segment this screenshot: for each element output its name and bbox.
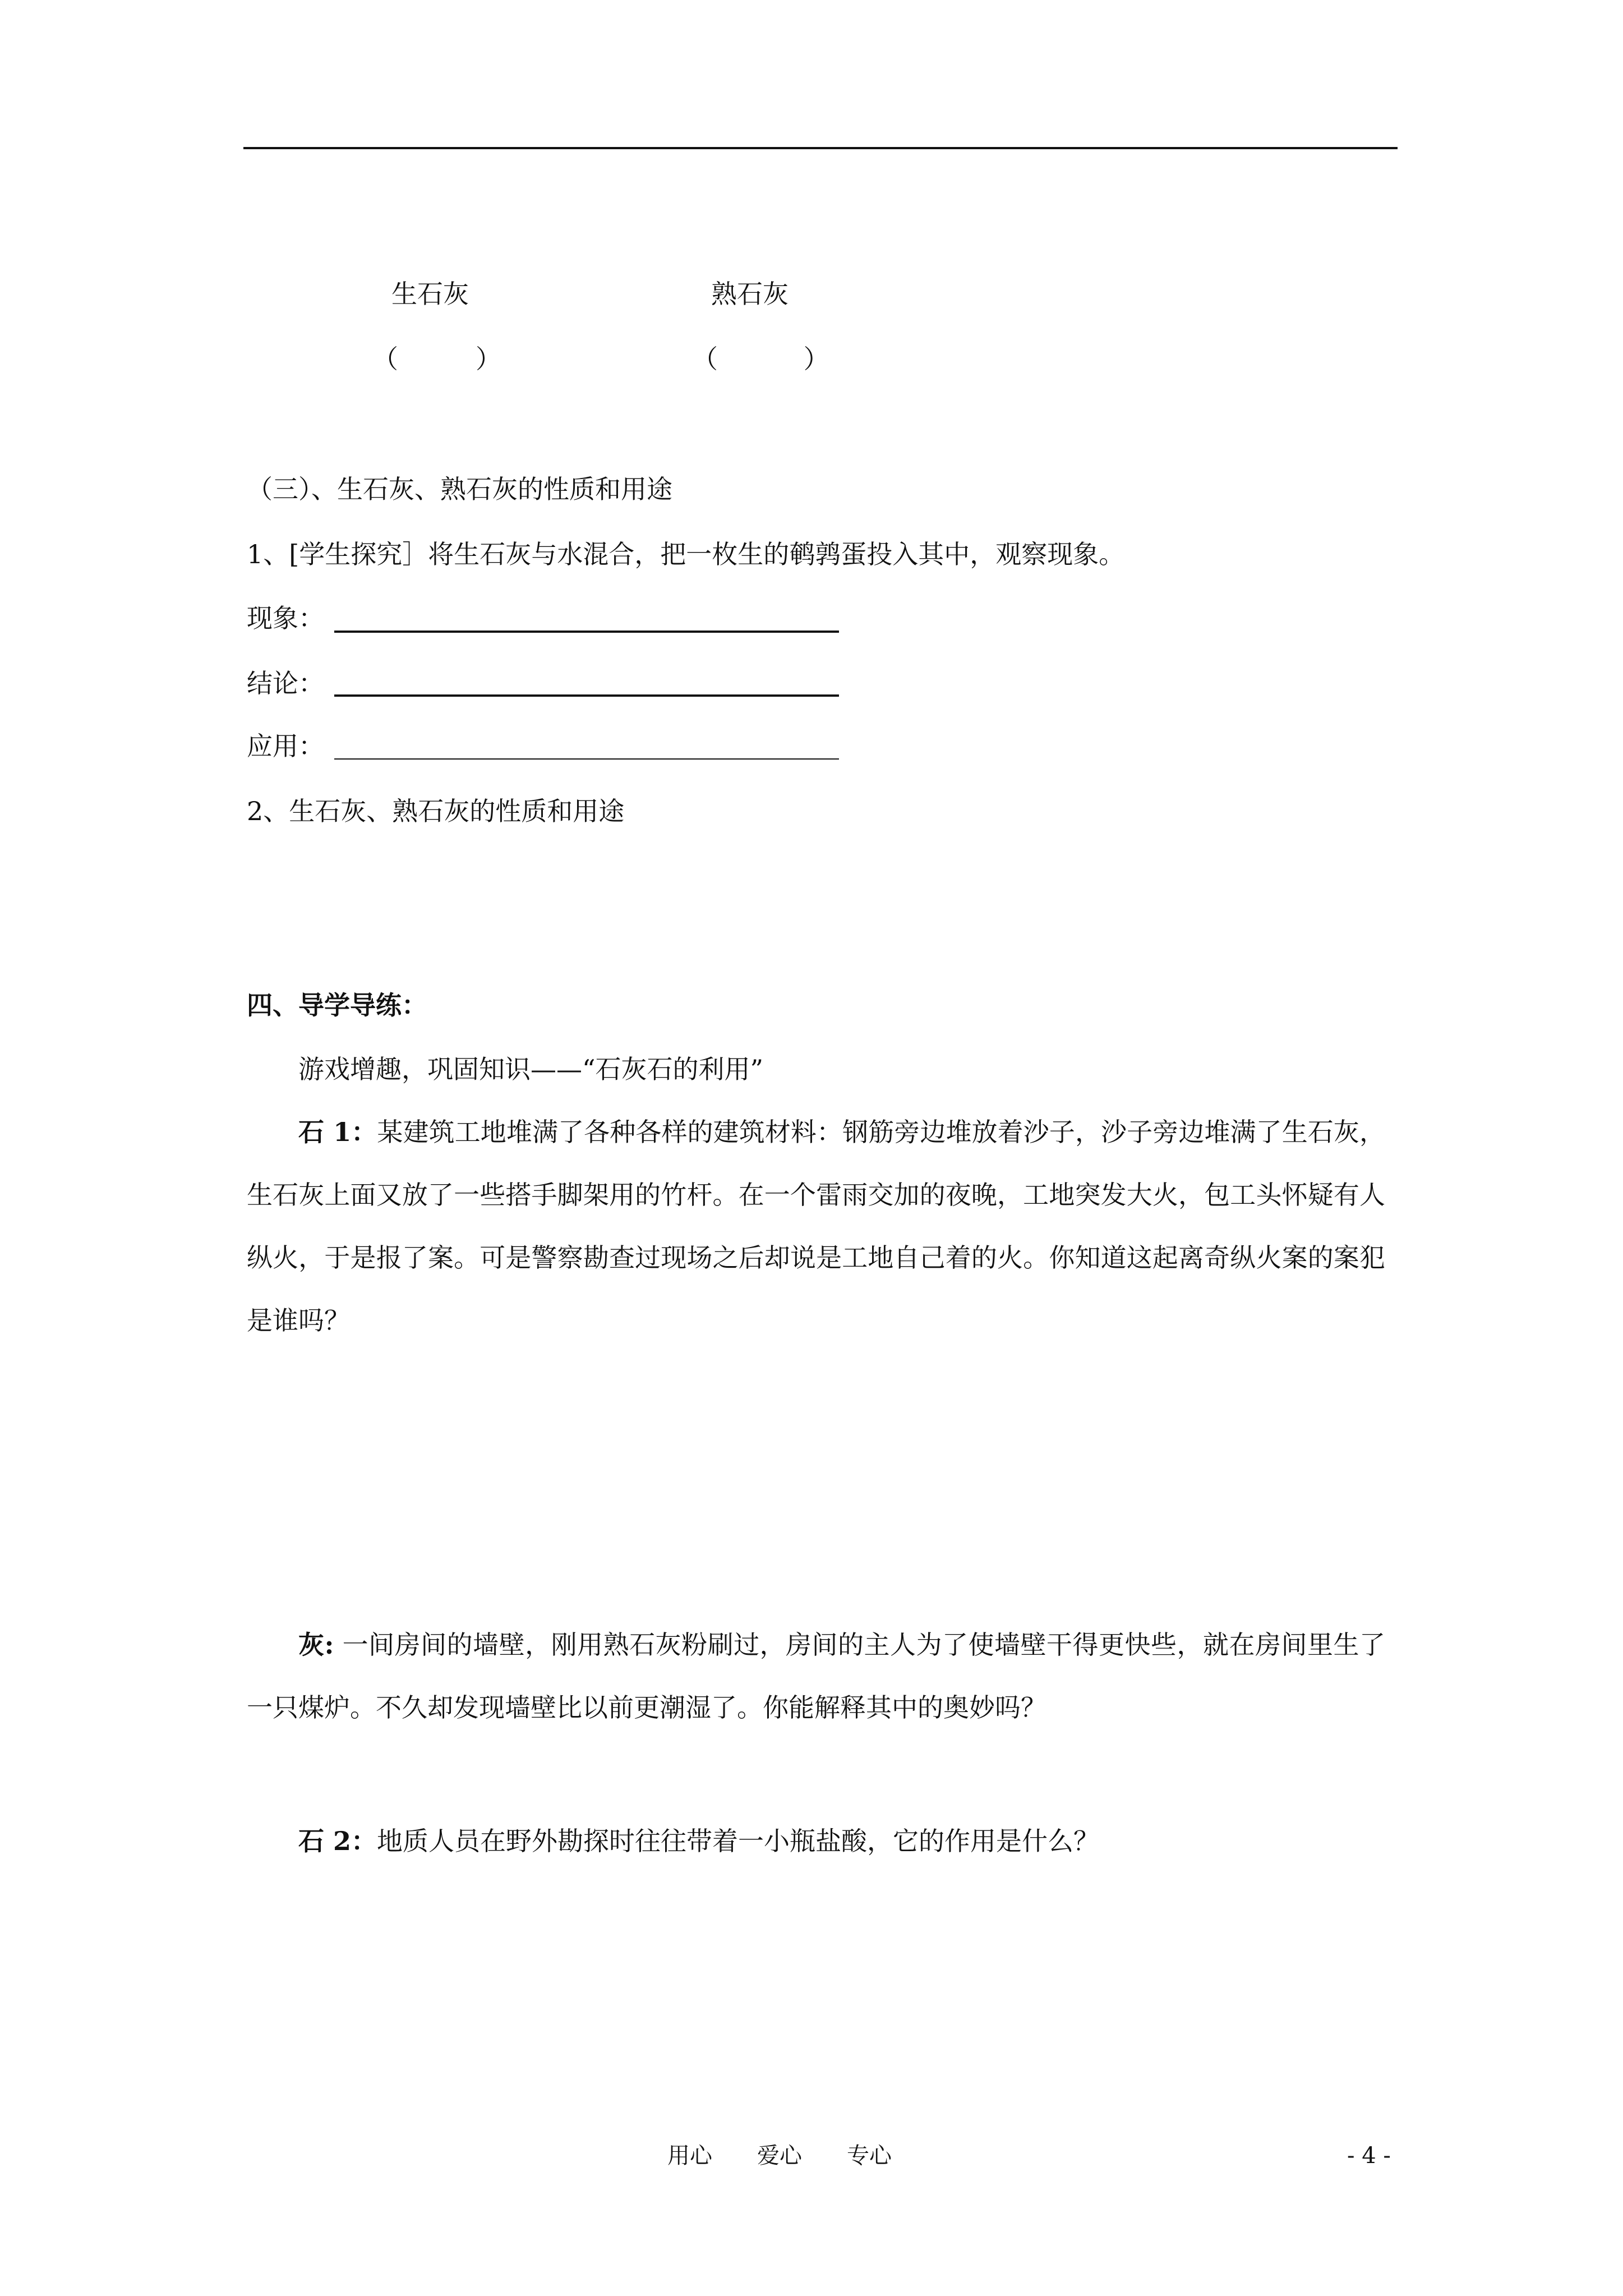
section3-item2: 2、生石灰、熟石灰的性质和用途 <box>247 796 625 826</box>
header-rule <box>243 147 1398 149</box>
slaked-lime-blank: （ ） <box>692 344 829 374</box>
question-ash <box>247 1613 1385 1739</box>
quicklime-blank: （ ） <box>372 344 501 374</box>
application-label: 应用： <box>247 731 324 761</box>
section4-intro: 游戏增趣，巩固知识——“石灰石的利用” <box>298 1054 764 1084</box>
quicklime-label: 生石灰 <box>391 279 469 309</box>
phenomenon-label: 现象： <box>247 603 324 633</box>
application-answer-line[interactable] <box>334 758 839 760</box>
question-stone-1 <box>247 1101 1385 1352</box>
footer-motto: 用心 爱心 专心 <box>667 2143 892 2169</box>
question-stone-1-text: 某建筑工地堆满了各种各样的建筑材料：钢筋旁边堆放着沙子，沙子旁边堆满了生石灰，生石灰上面又放了一些搭手脚架用的竹杆。在一个雷雨交加的夜晚，工地突发大火，包工头怀疑有人纵火，于是报了案。可是警察勘查过现场之后却说是工地自己着的火。你知道这起离奇纵火案的案犯是谁吗？ <box>247 1117 1385 1336</box>
question-ash-lead: 灰: <box>298 1630 334 1660</box>
question-stone-2 <box>247 1810 1385 1872</box>
phenomenon-answer-line[interactable] <box>334 631 839 633</box>
section4-title: 四、导学导练： <box>247 990 427 1020</box>
slaked-lime-label: 熟石灰 <box>711 279 789 309</box>
section3-title: （三）、生石灰、熟石灰的性质和用途 <box>247 474 672 504</box>
conclusion-label: 结论： <box>247 668 324 698</box>
question-stone-2-text: 地质人员在野外勘探时往往带着一小瓶盐酸，它的作用是什么？ <box>377 1826 1100 1856</box>
conclusion-answer-line[interactable] <box>334 694 839 697</box>
question-stone-2-lead: 石 2： <box>298 1826 377 1856</box>
question-ash-text: 一间房间的墙壁，刚用熟石灰粉刷过，房间的主人为了使墙壁干得更快些，就在房间里生了一只煤炉。不久却发现墙壁比以前更潮湿了。你能解释其中的奥妙吗？ <box>247 1630 1385 1723</box>
question-stone-1-lead: 石 1： <box>298 1117 377 1147</box>
section3-item1: 1、[学生探究］将生石灰与水混合，把一枚生的鹌鹑蛋投入其中，观察现象。 <box>247 539 1125 569</box>
page-number: - 4 - <box>1347 2143 1391 2169</box>
